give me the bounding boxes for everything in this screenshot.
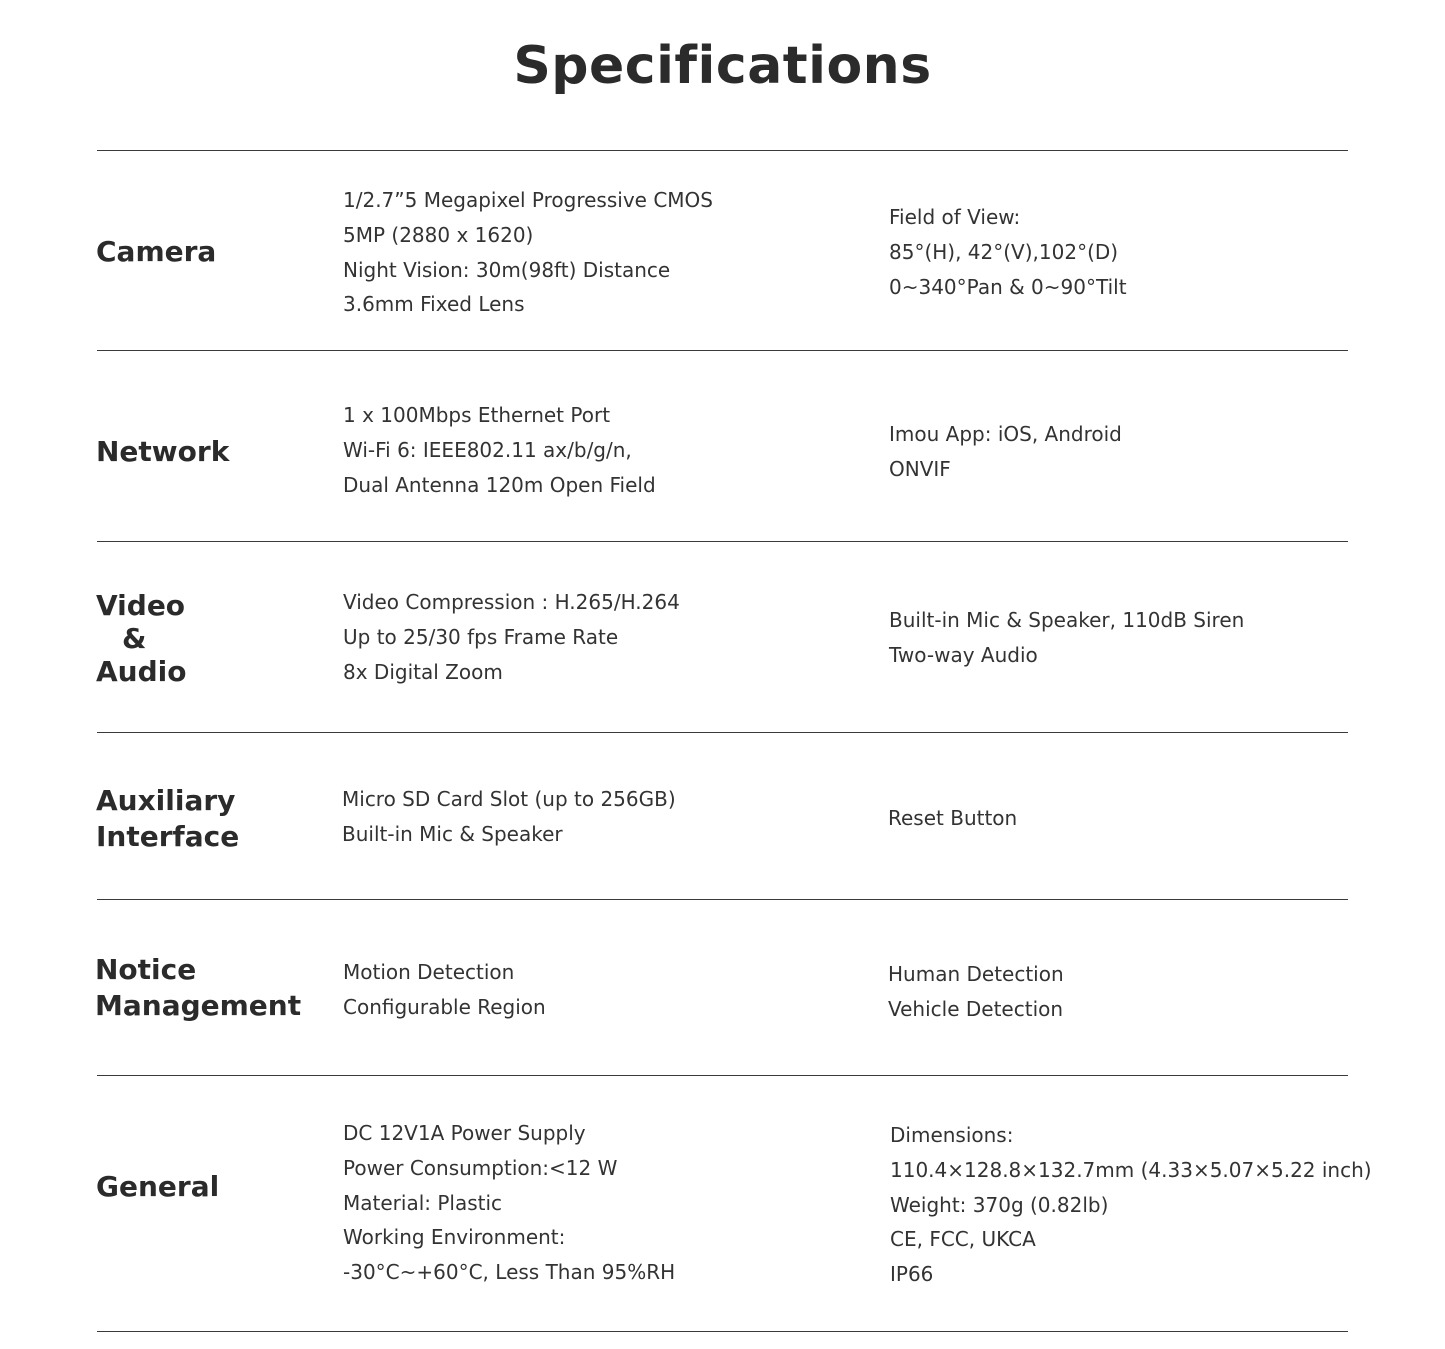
row-label-line: Network bbox=[96, 435, 230, 468]
row-label-video-audio bbox=[96, 589, 186, 688]
spec-line: Reset Button bbox=[888, 806, 1018, 830]
row-label-camera bbox=[96, 234, 216, 270]
row-label-line: Camera bbox=[96, 235, 217, 268]
spec-line: -30°C~+60°C, Less Than 95%RH bbox=[343, 1260, 676, 1285]
auxiliary-spec-list-right bbox=[888, 801, 1017, 836]
notice-spec-list-left bbox=[343, 955, 546, 1025]
spec-line: Dual Antenna 120m Open Field bbox=[343, 472, 656, 497]
divider bbox=[97, 150, 1348, 151]
row-label-network bbox=[96, 434, 229, 470]
divider bbox=[97, 350, 1348, 351]
spec-line: Up to 25/30 fps Frame Rate bbox=[343, 624, 619, 649]
row-label-line: Management bbox=[95, 989, 302, 1022]
spec-line: 0~340°Pan & 0~90°Tilt bbox=[889, 274, 1127, 299]
general-spec-list-left bbox=[343, 1116, 675, 1290]
spec-line: Two-way Audio bbox=[889, 642, 1038, 667]
row-label-line: Notice bbox=[95, 953, 197, 986]
spec-line: CE, FCC, UKCA bbox=[890, 1227, 1036, 1252]
spec-line: IP66 bbox=[890, 1262, 934, 1287]
network-spec-list-right bbox=[889, 417, 1122, 487]
spec-line: Night Vision: 30m(98ft) Distance bbox=[343, 257, 671, 282]
spec-line: DC 12V1A Power Supply bbox=[343, 1121, 586, 1145]
notice-spec-list-right bbox=[888, 957, 1064, 1027]
spec-line: 8x Digital Zoom bbox=[343, 659, 503, 684]
spec-line: Weight: 370g (0.82lb) bbox=[890, 1192, 1109, 1217]
video-audio-spec-list-left bbox=[343, 585, 680, 689]
spec-line: Built-in Mic & Speaker, 110dB Siren bbox=[889, 608, 1245, 632]
row-label-line: & bbox=[122, 622, 147, 655]
divider bbox=[97, 1075, 1348, 1076]
spec-line: Human Detection bbox=[888, 962, 1064, 986]
spec-line: 5MP (2880 x 1620) bbox=[343, 222, 534, 247]
spec-line: 85°(H), 42°(V),102°(D) bbox=[889, 239, 1119, 264]
spec-line: Motion Detection bbox=[343, 960, 515, 984]
spec-line: Material: Plastic bbox=[343, 1190, 503, 1215]
spec-line: Working Environment: bbox=[343, 1225, 566, 1250]
spec-line: Built-in Mic & Speaker bbox=[342, 821, 563, 846]
page-title: Specifications bbox=[513, 36, 932, 96]
row-label-line: Auxiliary bbox=[96, 784, 236, 817]
spec-line: Configurable Region bbox=[343, 994, 546, 1019]
spec-line: Wi-Fi 6: IEEE802.11 ax/b/g/n, bbox=[343, 437, 632, 462]
spec-line: Vehicle Detection bbox=[888, 996, 1064, 1021]
spec-line: Field of View: bbox=[889, 205, 1021, 229]
spec-line: 110.4×128.8×132.7mm (4.33×5.07×5.22 inch) bbox=[890, 1157, 1372, 1182]
spec-line: Micro SD Card Slot (up to 256GB) bbox=[342, 787, 676, 811]
spec-line: Video Compression : H.265/H.264 bbox=[343, 590, 680, 614]
row-label-auxiliary-interface bbox=[96, 783, 239, 855]
spec-line: Dimensions: bbox=[890, 1123, 1014, 1147]
spec-line: 1/2.7”5 Megapixel Progressive CMOS bbox=[343, 188, 713, 212]
row-label-line: Audio bbox=[96, 655, 187, 688]
camera-spec-list-left bbox=[343, 183, 713, 322]
row-label-line: Video bbox=[96, 589, 186, 622]
spec-line: 3.6mm Fixed Lens bbox=[343, 292, 525, 317]
divider bbox=[97, 732, 1348, 733]
row-label-notice-management bbox=[95, 952, 301, 1024]
divider bbox=[97, 1331, 1348, 1332]
auxiliary-spec-list-left bbox=[342, 782, 676, 852]
camera-spec-list-right bbox=[889, 200, 1127, 304]
spec-line: 1 x 100Mbps Ethernet Port bbox=[343, 403, 611, 427]
spec-line: Imou App: iOS, Android bbox=[889, 422, 1122, 446]
spec-line: Power Consumption:<12 W bbox=[343, 1155, 618, 1180]
row-label-general bbox=[96, 1169, 219, 1205]
row-label-line: General bbox=[96, 1170, 220, 1203]
general-spec-list-right bbox=[890, 1118, 1372, 1292]
spec-line: ONVIF bbox=[889, 456, 951, 481]
network-spec-list-left bbox=[343, 398, 656, 502]
row-label-line: Interface bbox=[96, 820, 240, 853]
divider bbox=[97, 899, 1348, 900]
divider bbox=[97, 541, 1348, 542]
video-audio-spec-list-right bbox=[889, 603, 1244, 673]
